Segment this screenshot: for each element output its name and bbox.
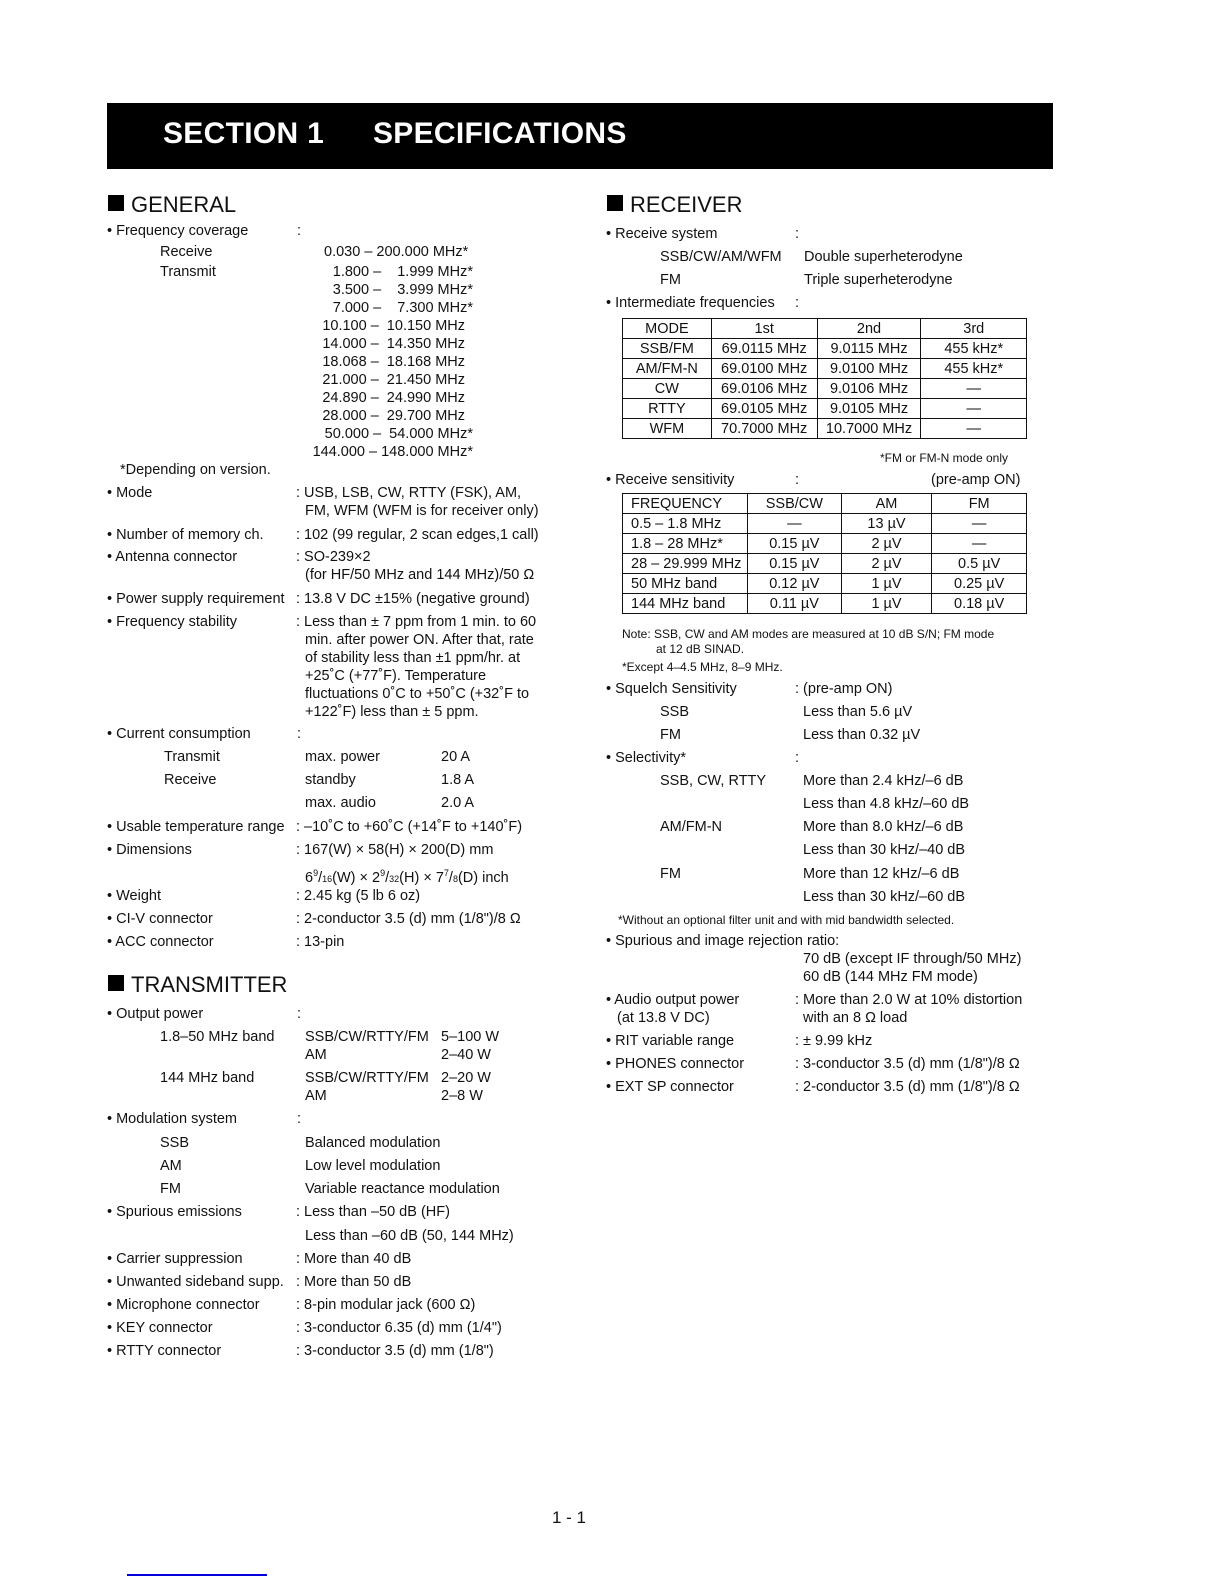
table-cell: 9.0100 MHz — [817, 359, 921, 379]
sensitivity-preamp: (pre-amp ON) — [931, 472, 1021, 488]
sensitivity-note: at 12 dB SINAD. — [656, 642, 745, 656]
band-mode: AM — [305, 1047, 327, 1063]
table-header: 1st — [711, 319, 817, 339]
current-rx-cond: standby — [305, 772, 356, 788]
spurious-rejection-value: 60 dB (144 MHz FM mode) — [803, 969, 978, 985]
selectivity-value: Less than 4.8 kHz/–60 dB — [803, 796, 970, 812]
table-cell: 1 µV — [841, 594, 932, 614]
sensitivity-note: Note: SSB, CW and AM modes are measured at 10 dB S/N; FM mode — [622, 627, 995, 641]
table-cell: AM/FM-N — [623, 359, 712, 379]
rtty-label: • RTTY connector — [107, 1343, 222, 1359]
selectivity-value: Less than 30 kHz/–60 dB — [803, 889, 966, 905]
audio-output-label-2: (at 13.8 V DC) — [617, 1010, 710, 1026]
colon: : — [297, 1006, 302, 1022]
mic-label: • Microphone connector — [107, 1297, 260, 1313]
colon: : — [297, 726, 302, 742]
acc-value: : 13-pin — [296, 934, 345, 950]
table-cell: 0.25 µV — [932, 574, 1027, 594]
current-tx-value: 20 A — [441, 749, 471, 765]
mod-mode: SSB — [160, 1135, 190, 1151]
mod-type: Variable reactance modulation — [305, 1181, 500, 1197]
table-cell: 0.18 µV — [932, 594, 1027, 614]
antenna-value-2: (for HF/50 MHz and 144 MHz)/50 Ω — [305, 567, 535, 583]
table-header: 3rd — [921, 319, 1027, 339]
section-title: SPECIFICATIONS — [373, 117, 627, 150]
table-cell: 9.0115 MHz — [817, 339, 921, 359]
selectivity-mode: SSB, CW, RTTY — [660, 773, 767, 789]
table-header: FREQUENCY — [623, 494, 748, 514]
colon: : — [297, 1111, 302, 1127]
extsp-label: • EXT SP connector — [606, 1079, 734, 1095]
sensitivity-label: • Receive sensitivity — [606, 472, 735, 488]
acc-label: • ACC connector — [107, 934, 214, 950]
temp-value: : –10˚C to +60˚C (+14˚F to +140˚F) — [296, 819, 523, 835]
receive-label: Receive — [160, 244, 213, 260]
band-power: 2–8 W — [441, 1088, 483, 1104]
table-row — [623, 514, 1027, 534]
stability-line: +122˚F) less than ± 5 ppm. — [305, 704, 479, 720]
carrier-label: • Carrier suppression — [107, 1251, 243, 1267]
table-cell: 455 kHz* — [921, 359, 1027, 379]
transmitter-heading-text: TRANSMITTER — [131, 972, 288, 997]
transmit-label: Transmit — [160, 264, 216, 280]
table-cell: SSB/FM — [623, 339, 712, 359]
transmit-range: 50.000 – 54.000 MHz* — [324, 426, 473, 442]
table-cell: 69.0115 MHz — [711, 339, 817, 359]
audio-output-label: • Audio output power — [606, 992, 740, 1008]
table-header: 2nd — [817, 319, 921, 339]
colon: : — [795, 750, 800, 766]
spurious-rejection-value: 70 dB (except IF through/50 MHz) — [803, 951, 1022, 967]
stability-line: min. after power ON. After that, rate — [305, 632, 534, 648]
table-row — [623, 419, 1027, 439]
squelch-level: Less than 5.6 µV — [803, 704, 913, 720]
stability-label: • Frequency stability — [107, 614, 237, 630]
table-header: AM — [841, 494, 932, 514]
table-cell: 455 kHz* — [921, 339, 1027, 359]
table-cell: — — [932, 534, 1027, 554]
mod-mode: AM — [160, 1158, 182, 1174]
band-label: 144 MHz band — [160, 1070, 255, 1086]
square-bullet-icon — [108, 195, 124, 211]
mode-label: • Mode — [107, 485, 153, 501]
mod-mode: FM — [160, 1181, 181, 1197]
table-cell: 69.0106 MHz — [711, 379, 817, 399]
current-rx-label: Receive — [164, 772, 217, 788]
colon: : — [297, 223, 302, 239]
system-mode: SSB/CW/AM/WFM — [660, 249, 782, 265]
dim-inch-value: $6^9/16(W) \times 2^9/32(H) \times 7^7/8(D)$ inch — [305, 868, 509, 886]
table-header: SSB/CW — [747, 494, 841, 514]
mic-value: : 8-pin modular jack (600 Ω) — [296, 1297, 476, 1313]
band-mode: AM — [305, 1088, 327, 1104]
spurious-value-2: Less than –60 dB (50, 144 MHz) — [305, 1228, 514, 1244]
sensitivity-table — [622, 493, 1027, 614]
selectivity-value: More than 12 kHz/–6 dB — [803, 866, 960, 882]
table-cell: 0.15 µV — [747, 554, 841, 574]
if-label: • Intermediate frequencies — [606, 295, 775, 311]
table-header-row — [623, 494, 1027, 514]
output-power-label: • Output power — [107, 1006, 204, 1022]
table-cell: 0.11 µV — [747, 594, 841, 614]
squelch-level: Less than 0.32 µV — [803, 727, 921, 743]
table-cell: 0.12 µV — [747, 574, 841, 594]
table-cell: WFM — [623, 419, 712, 439]
dim-label: • Dimensions — [107, 842, 192, 858]
power-value: : 13.8 V DC ±15% (negative ground) — [296, 591, 530, 607]
table-header-row — [623, 319, 1027, 339]
civ-value: : 2-conductor 3.5 (d) mm (1/8")/8 Ω — [296, 911, 521, 927]
table-cell: — — [921, 379, 1027, 399]
system-mode: FM — [660, 272, 681, 288]
rtty-value: : 3-conductor 3.5 (d) mm (1/8") — [296, 1343, 494, 1359]
memory-label: • Number of memory ch. — [107, 527, 264, 543]
section-banner — [107, 103, 1053, 169]
table-cell: 50 MHz band — [623, 574, 748, 594]
table-cell: 28 – 29.999 MHz — [623, 554, 748, 574]
memory-value: : 102 (99 regular, 2 scan edges,1 call) — [296, 527, 539, 543]
table-row — [623, 339, 1027, 359]
table-cell: CW — [623, 379, 712, 399]
if-table — [622, 318, 1027, 439]
colon: : — [795, 226, 800, 242]
transmit-range: 18.068 – 18.168 MHz — [322, 354, 465, 370]
transmit-range: 7.000 – 7.300 MHz* — [332, 300, 473, 316]
selectivity-value: Less than 30 kHz/–40 dB — [803, 842, 966, 858]
selectivity-note: *Without an optional filter unit and with mid bandwidth selected. — [618, 913, 955, 927]
receive-system-label: • Receive system — [606, 226, 718, 242]
sideband-value: : More than 50 dB — [296, 1274, 412, 1290]
transmitter-heading — [108, 972, 287, 998]
section-number: SECTION 1 — [163, 117, 325, 150]
link-underline — [127, 1574, 267, 1576]
weight-label: • Weight — [107, 888, 161, 904]
squelch-label: • Squelch Sensitivity — [606, 681, 737, 697]
selectivity-mode: FM — [660, 866, 681, 882]
mod-type: Low level modulation — [305, 1158, 441, 1174]
selectivity-label: • Selectivity* — [606, 750, 687, 766]
system-type: Double superheterodyne — [804, 249, 963, 265]
square-bullet-icon — [108, 975, 124, 991]
table-cell: 9.0106 MHz — [817, 379, 921, 399]
current-rx-value: 2.0 A — [441, 795, 475, 811]
modulation-label: • Modulation system — [107, 1111, 237, 1127]
audio-output-value: : More than 2.0 W at 10% distortion — [795, 992, 1023, 1008]
stability-line: fluctuations 0˚C to +50˚C (+32˚F to — [305, 686, 530, 702]
table-cell: 144 MHz band — [623, 594, 748, 614]
table-cell: 9.0105 MHz — [817, 399, 921, 419]
table-cell: 13 µV — [841, 514, 932, 534]
table-cell: 2 µV — [841, 554, 932, 574]
receiver-heading — [607, 192, 742, 218]
table-cell: 0.5 µV — [932, 554, 1027, 574]
spurious-rejection-label: • Spurious and image rejection ratio: — [606, 933, 840, 949]
table-row — [623, 554, 1027, 574]
transmit-range: 14.000 – 14.350 MHz — [322, 336, 465, 352]
table-cell: 70.7000 MHz — [711, 419, 817, 439]
mode-value: : USB, LSB, CW, RTTY (FSK), AM, — [296, 485, 522, 501]
sensitivity-footnote: *Except 4–4.5 MHz, 8–9 MHz. — [622, 660, 783, 674]
selectivity-value: More than 8.0 kHz/–6 dB — [803, 819, 964, 835]
squelch-value: : (pre-amp ON) — [795, 681, 893, 697]
table-cell: — — [921, 419, 1027, 439]
table-cell: RTTY — [623, 399, 712, 419]
colon: : — [795, 295, 800, 311]
table-header: MODE — [623, 319, 712, 339]
transmit-range: 21.000 – 21.450 MHz — [322, 372, 465, 388]
selectivity-mode: AM/FM-N — [660, 819, 723, 835]
transmit-range: 3.500 – 3.999 MHz* — [332, 282, 473, 298]
general-heading — [108, 192, 236, 218]
squelch-mode: FM — [660, 727, 681, 743]
transmit-range: 28.000 – 29.700 MHz — [322, 408, 465, 424]
table-header: FM — [932, 494, 1027, 514]
band-mode: SSB/CW/RTTY/FM — [305, 1029, 429, 1045]
spurious-value: : Less than –50 dB (HF) — [296, 1204, 450, 1220]
table-row — [623, 379, 1027, 399]
table-cell: 1 µV — [841, 574, 932, 594]
squelch-mode: SSB — [660, 704, 690, 720]
table-row — [623, 359, 1027, 379]
key-label: • KEY connector — [107, 1320, 213, 1336]
stability-line: +25˚C (+77˚F). Temperature — [305, 668, 487, 684]
dim-value: : 167(W) × 58(H) × 200(D) mm — [296, 842, 494, 858]
version-note: *Depending on version. — [120, 462, 271, 478]
transmit-range: 144.000 – 148.000 MHz* — [312, 444, 473, 460]
current-rx-value: 1.8 A — [441, 772, 475, 788]
weight-value: : 2.45 kg (5 lb 6 oz) — [296, 888, 421, 904]
receiver-heading-text: RECEIVER — [630, 192, 743, 217]
band-power: 2–20 W — [441, 1070, 491, 1086]
band-mode: SSB/CW/RTTY/FM — [305, 1070, 429, 1086]
table-cell: 69.0100 MHz — [711, 359, 817, 379]
stability-line: : Less than ± 7 ppm from 1 min. to 60 — [296, 614, 537, 630]
spurious-label: • Spurious emissions — [107, 1204, 242, 1220]
phones-value: : 3-conductor 3.5 (d) mm (1/8")/8 Ω — [795, 1056, 1020, 1072]
colon: : — [795, 472, 800, 488]
mode-value-2: FM, WFM (WFM is for receiver only) — [305, 503, 539, 519]
antenna-value: : SO-239×2 — [296, 549, 371, 565]
table-cell: 0.5 – 1.8 MHz — [623, 514, 748, 534]
transmit-range: 24.890 – 24.990 MHz — [322, 390, 465, 406]
table-cell: 69.0105 MHz — [711, 399, 817, 419]
rit-label: • RIT variable range — [606, 1033, 735, 1049]
square-bullet-icon — [607, 195, 623, 211]
receive-range: 0.030 – 200.000 MHz* — [324, 244, 469, 260]
band-power: 5–100 W — [441, 1029, 500, 1045]
stability-line: of stability less than ±1 ppm/hr. at — [305, 650, 521, 666]
civ-label: • CI-V connector — [107, 911, 213, 927]
phones-label: • PHONES connector — [606, 1056, 745, 1072]
table-cell: 0.15 µV — [747, 534, 841, 554]
selectivity-value: More than 2.4 kHz/–6 dB — [803, 773, 964, 789]
current-tx-label: Transmit — [164, 749, 220, 765]
table-cell: 10.7000 MHz — [817, 419, 921, 439]
if-note: *FM or FM-N mode only — [880, 451, 1009, 465]
sideband-label: • Unwanted sideband supp. — [107, 1274, 284, 1290]
table-cell: 2 µV — [841, 534, 932, 554]
band-power: 2–40 W — [441, 1047, 491, 1063]
audio-output-value-2: with an 8 Ω load — [803, 1010, 908, 1026]
table-cell: — — [921, 399, 1027, 419]
rit-value: : ± 9.99 kHz — [795, 1033, 873, 1049]
system-type: Triple superheterodyne — [804, 272, 953, 288]
temp-label: • Usable temperature range — [107, 819, 285, 835]
antenna-label: • Antenna connector — [107, 549, 238, 565]
table-row — [623, 534, 1027, 554]
current-tx-cond: max. power — [305, 749, 380, 765]
table-row — [623, 594, 1027, 614]
transmit-range: 1.800 – 1.999 MHz* — [332, 264, 473, 280]
table-cell: — — [747, 514, 841, 534]
mod-type: Balanced modulation — [305, 1135, 441, 1151]
carrier-value: : More than 40 dB — [296, 1251, 412, 1267]
key-value: : 3-conductor 6.35 (d) mm (1/4") — [296, 1320, 502, 1336]
table-cell: 1.8 – 28 MHz* — [623, 534, 748, 554]
table-row — [623, 574, 1027, 594]
freq-coverage-label: • Frequency coverage — [107, 223, 249, 239]
current-label: • Current consumption — [107, 726, 251, 742]
page-number: 1 - 1 — [552, 1508, 587, 1527]
band-label: 1.8–50 MHz band — [160, 1029, 275, 1045]
extsp-value: : 2-conductor 3.5 (d) mm (1/8")/8 Ω — [795, 1079, 1020, 1095]
current-rx-cond: max. audio — [305, 795, 376, 811]
table-cell: — — [932, 514, 1027, 534]
table-row — [623, 399, 1027, 419]
transmit-range: 10.100 – 10.150 MHz — [322, 318, 465, 334]
general-heading-text: GENERAL — [131, 192, 237, 217]
power-label: • Power supply requirement — [107, 591, 285, 607]
